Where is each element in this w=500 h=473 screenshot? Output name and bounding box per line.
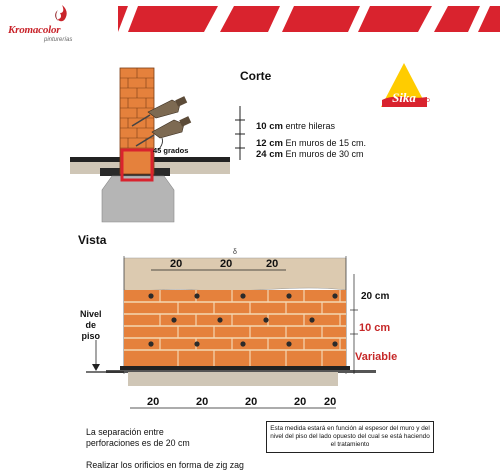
top-distance-2: 20	[220, 258, 233, 270]
nivel-line-1: Nivel	[80, 309, 102, 319]
sika-logo	[378, 60, 430, 112]
right-distance-top: 20 cm	[361, 291, 390, 302]
vista-wall-drawing	[96, 244, 386, 414]
nivel-arrow	[86, 338, 126, 374]
bottom-distance-4: 20	[294, 396, 307, 408]
top-distance-1: 20	[170, 258, 183, 270]
header-red-band	[118, 6, 500, 32]
bottom-distance-5: 20	[324, 396, 337, 408]
wall30-row	[256, 149, 364, 160]
spacing-row	[256, 121, 335, 132]
variable-label: Variable	[355, 351, 398, 363]
wall15-value: 12 cm	[256, 138, 283, 149]
foundation-footing	[102, 176, 174, 222]
sika-logo-text: Sika	[392, 90, 416, 105]
top-center-mark: δ	[233, 249, 237, 256]
bottom-distance-2: 20	[196, 396, 209, 408]
zigzag-instruction: Realizar los orificios en forma de zig zag	[86, 460, 244, 470]
corte-title: Corte	[240, 69, 272, 83]
wall15-text: En muros de 15 cm.	[285, 138, 366, 148]
wall15-row	[256, 138, 366, 149]
wall30-text: En muros de 30 cm	[285, 149, 364, 159]
corte-section-drawing	[70, 60, 245, 225]
brand-subtitle: pinturerías	[44, 37, 73, 43]
wall30-value: 24 cm	[256, 149, 283, 160]
kromacolor-flame-icon	[52, 4, 72, 24]
separation-line-2: perforaciones es de 20 cm	[86, 438, 190, 448]
right-distance-mid: 10 cm	[359, 322, 391, 334]
top-distance-3: 20	[266, 258, 279, 270]
spacing-value: 10 cm	[256, 121, 283, 132]
bottom-distance-3: 20	[245, 396, 258, 408]
vista-title: Vista	[78, 233, 107, 247]
corte-dimension-markers	[232, 104, 252, 162]
soil-fill	[124, 258, 346, 291]
separation-line-1: La separación entre	[86, 427, 164, 437]
thickness-note-box: Esta medida estará en función al espesor del muro y del nivel del piso del lado opuesto del cual se está haciendo el tratamiento	[266, 421, 434, 453]
brick-wall-section	[120, 68, 154, 174]
nivel-line-3: piso	[81, 331, 101, 341]
angle-label: 45 grados	[153, 146, 189, 155]
nivel-line-2: de	[85, 320, 97, 330]
bottom-distance-1: 20	[147, 396, 160, 408]
spacing-text: entre hileras	[285, 121, 335, 131]
brand-name: Kromacolor	[8, 24, 61, 36]
